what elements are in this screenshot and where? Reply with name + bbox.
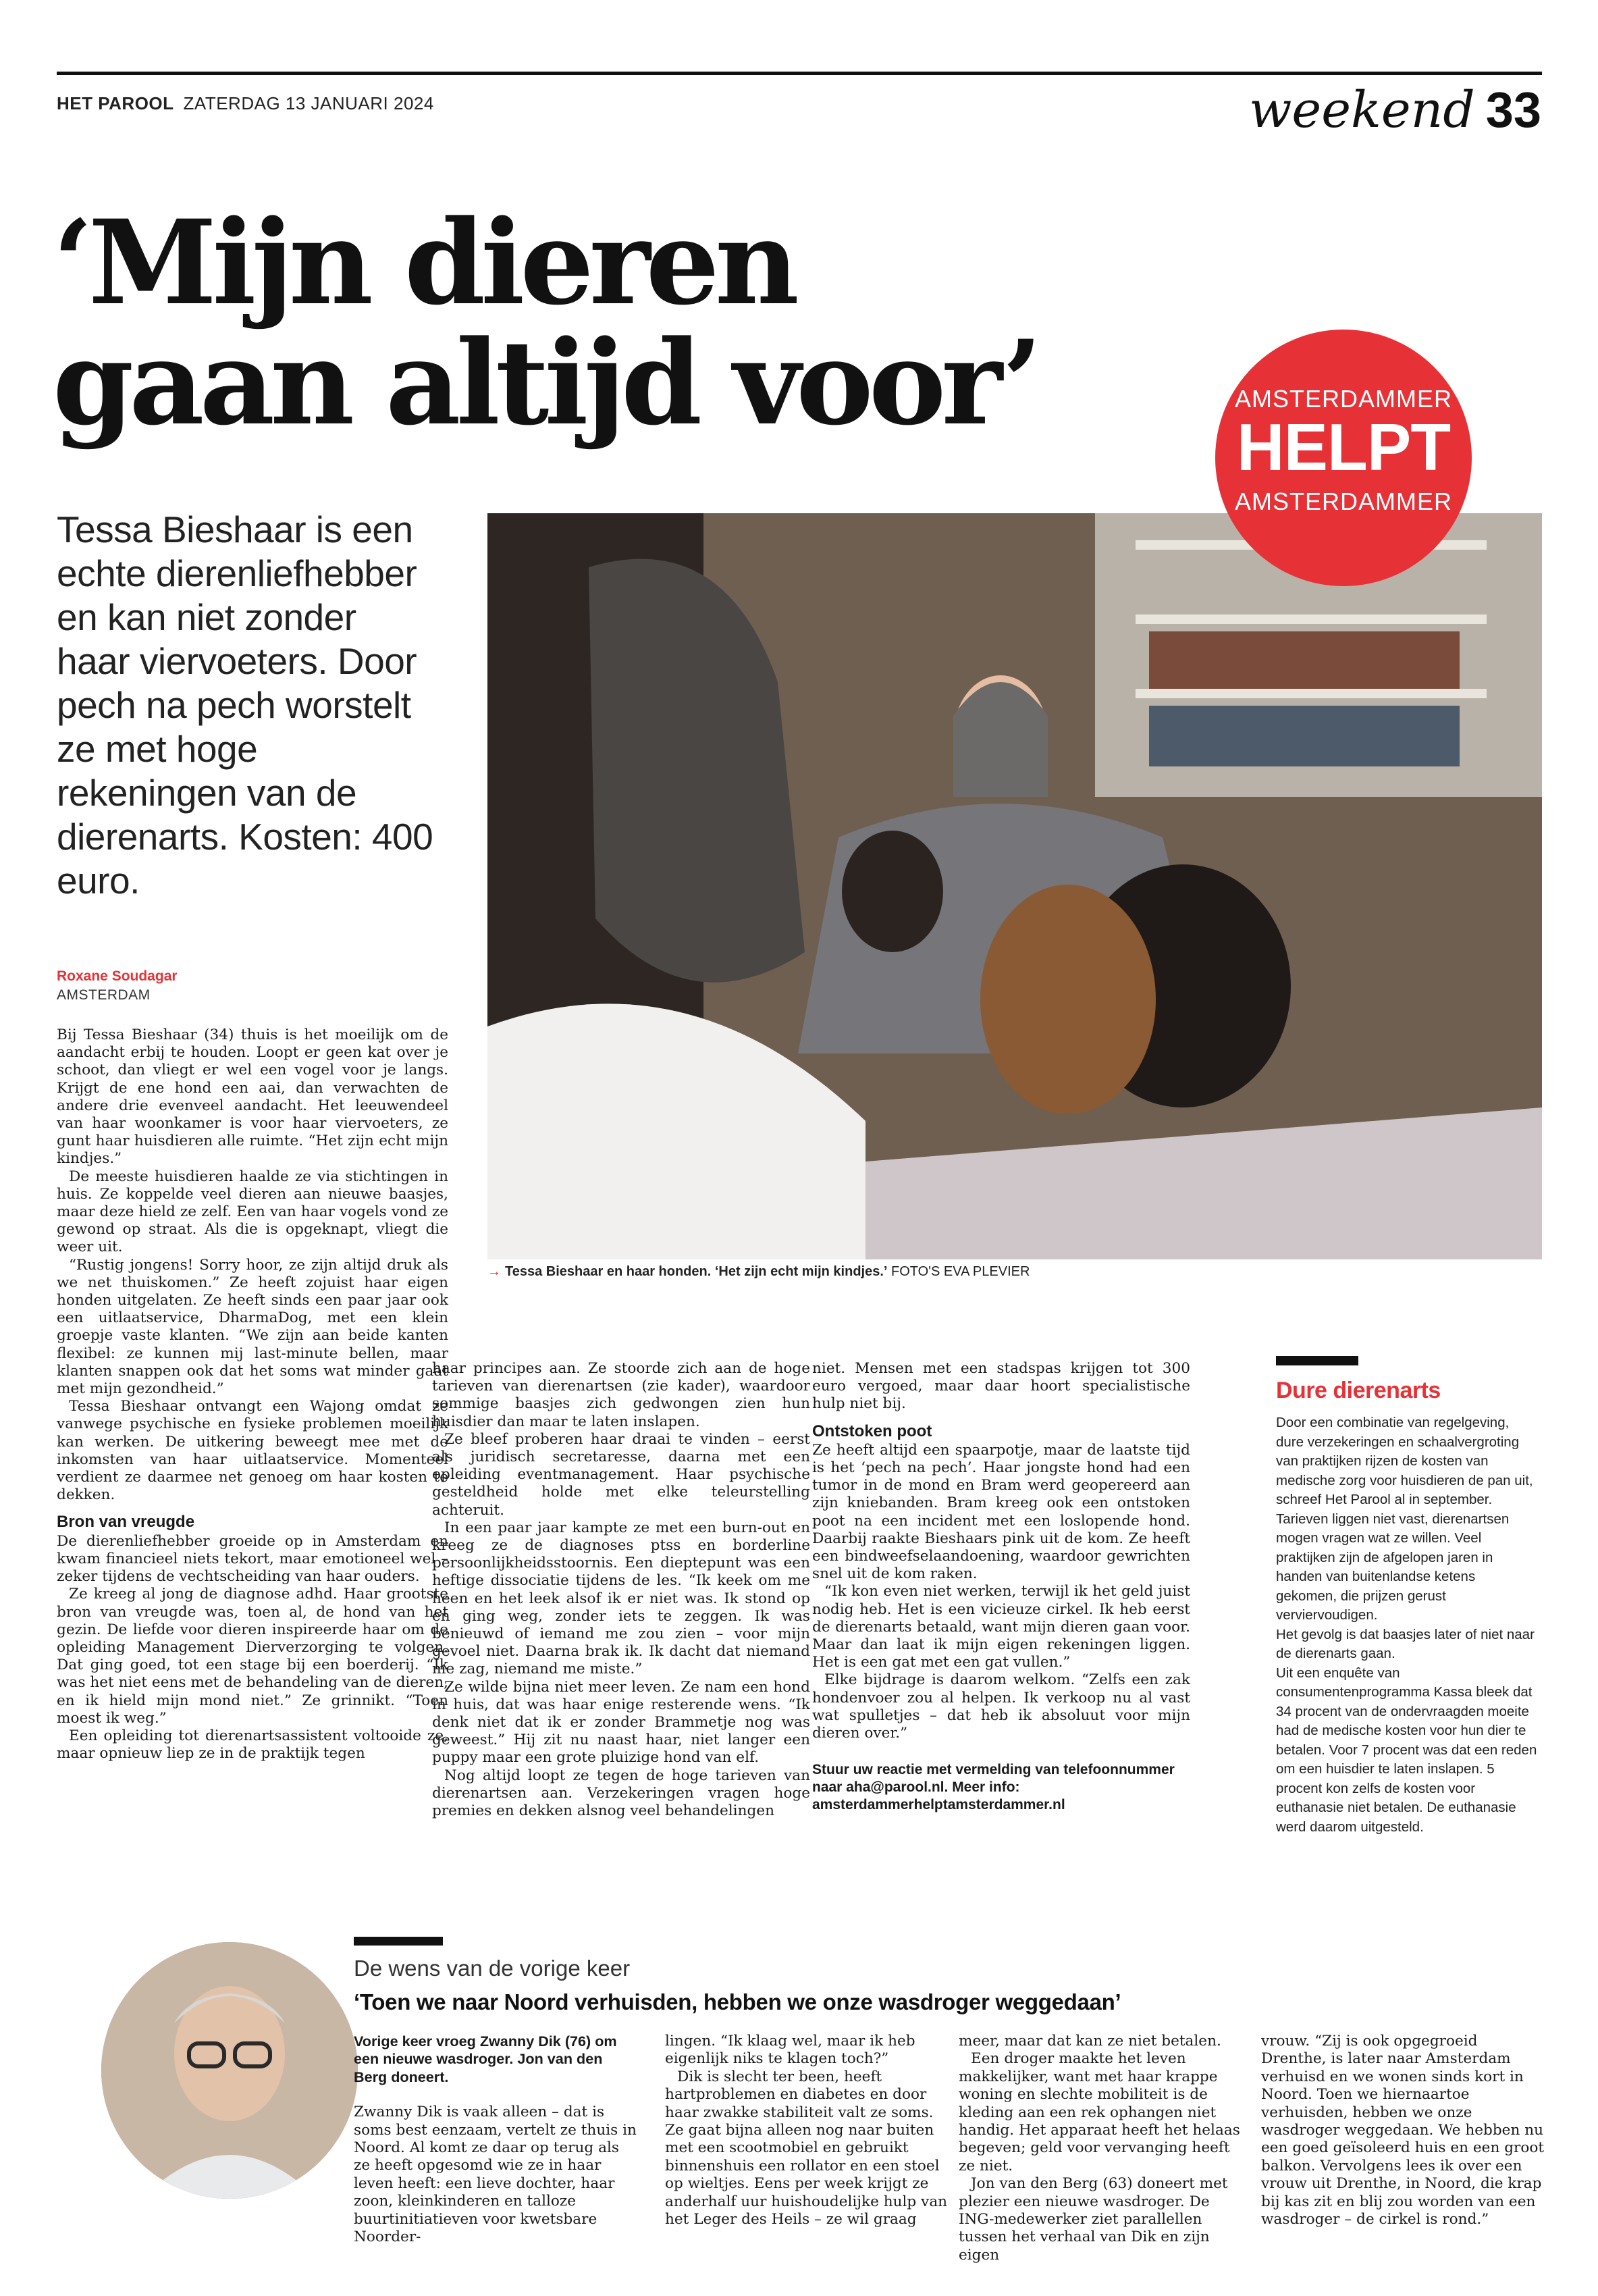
paragraph: Zwanny Dik is vaak alleen – dat is soms best eenzaam, vertelt ze thuis in Noord. Al komt ze daar op terug als ze heeft opgesomd wie ze in haar leven heeft: een lieve dochter, haar zoon, kleinkinderen en talloze buurtinitiatieven voor kwetsbare Noorder- [354,2104,637,2246]
sidebar-paragraph: Het gevolg is dat baasjes later of niet naar de dierenarts gaan. [1276,1626,1535,1661]
badge-line-2: HELPT [1236,410,1451,484]
bottom-column-2 [665,2033,949,2228]
contact-call-to-action: Stuur uw reactie met vermelding van telefoonnummer naar aha@parool.nl. Meer info: amsterdammerhelptamsterdammer.nl [812,1762,1175,1813]
paragraph: Tessa Bieshaar ontvangt een Wajong omdat ze vanwege psychische en fysieke problemen moeilijk kan werken. De uitkering beweegt mee met de inkomsten van haar uitlaatservice. Momenteel verdient ze daarmee net genoeg om haar kosten te dekken. [57,1398,448,1504]
portrait-illustration [101,1942,358,2199]
paragraph: lingen. “Ik klaag wel, maar ik heb eigenlijk niks te klagen toch?” [665,2033,915,2068]
paragraph: Een droger maakte het leven makkelijker, want met haar krappe woning en slechte mobiliteit is de kleding aan een rek ophangen niet handig. Het apparaat heeft het helaas begeven; geld voor vervanging heeft ze niet. [959,2050,1240,2174]
amsterdammer-helpt-badge [1215,330,1472,586]
paragraph: “Rustig jongens! Sorry hoor, ze zijn altijd druk als we net thuiskomen.” Ze heeft zojuist haar eigen honden uitgelaten. Ze heeft sinds een paar jaar ook een uitlaatservice, DharmaDog, met een klein groepje vaste klanten. “We zijn aan beide kanten flexibel: ze kunnen mij last-minute bellen, maar klanten snappen ook dat het soms wat minder gaat met mijn gezondheid.” [57,1256,448,1398]
headline-line-1: ‘Mijn dieren [53,194,795,331]
paragraph: Jon van den Berg (63) doneert met plezier een nieuwe wasdroger. De ING-medewerker ziet parallellen tussen het verhaal van Dik en zijn eigen [959,2175,1228,2264]
badge-line-1: AMSTERDAMMER [1234,385,1452,413]
bottom-column-3 [959,2033,1242,2264]
section-label [1249,81,1541,139]
paragraph: Een opleiding tot dierenartsassistent voltooide ze, maar opnieuw liep ze in de praktijk tegen [57,1727,448,1763]
paragraph: Ze bleef proberen haar draai te vinden – eerst als juridisch secretaresse, daarna met een opleiding eventmanagement. Haar psychische gesteldheid holde met elke teleurstelling achteruit. [432,1430,810,1519]
badge-line-3: AMSTERDAMMER [1234,488,1452,515]
portrait-photo [101,1942,358,2199]
section-name: weekend [1249,81,1475,139]
sidebar-rule [1276,1356,1358,1365]
top-rule [57,72,1542,75]
paragraph: Elke bijdrage is daarom welkom. “Zelfs een zak hondenvoer zou al helpen. Ik verkoop nu al vast wat spulletjes – dat heb ik absoluut voor mijn dieren over.” [812,1671,1190,1742]
caption-text: Tessa Bieshaar en haar honden. ‘Het zijn echt mijn kindjes.’ [505,1264,888,1279]
photo-illustration [487,513,1542,1259]
photo-caption [487,1264,1542,1280]
article-headline [53,194,1234,451]
photo-credit: FOTO'S EVA PLEVIER [891,1264,1030,1279]
paragraph: Ze kreeg al jong de diagnose adhd. Haar grootste bron van vreugde was, toen al, de hond van het gezin. De liefde voor dieren inspireerde haar om de opleiding Management Dierverzorging te volgen. Dat ging goed, tot een stage bij een boerderij. “Ik was het niet eens met de behandeling van de dieren, en ik hield mijn mond niet.” Ze grinnikt. “Toen moest ik weg.” [57,1586,448,1727]
article-column-2 [432,1360,810,1820]
paragraph: meer, maar dat kan ze niet betalen. [959,2033,1221,2050]
sidebar-text [1276,1413,1539,1837]
article-column-3 [812,1360,1190,1814]
sidebar-title: Dure dierenarts [1276,1378,1441,1403]
subhead: Ontstoken poot [812,1421,932,1440]
paragraph: Bij Tessa Bieshaar (34) thuis is het moeilijk om de aandacht erbij te houden. Loopt er geen kat over je schoot, dan vliegt er wel een vogel voor je langs. Krijgt de ene hond een aai, dan verwachten de andere drie evenveel aandacht. Het leeuwendeel van haar woonkamer is voor haar viervoeters, ze gunt haar huisdieren alle ruimte. “Het zijn echt mijn kindjes.” [57,1026,448,1168]
subhead: Bron van vreugde [57,1513,195,1532]
arrow-right-icon: → [487,1264,501,1279]
page-number: 33 [1485,82,1541,138]
paragraph: Dik is slecht ter been, heeft hartproblemen en diabetes en door haar zwakke stabiliteit valt ze soms. Ze gaat bijna alleen nog naar buiten met een scootmobiel en gebruikt binnenshuis een rollator en een stoel op wieltjes. Eens per week krijgt ze anderhalf uur huishoudelijke hulp van het Leger des Heils – ze wil graag [665,2068,948,2228]
paragraph: De meeste huisdieren haalde ze via stichtingen in huis. Ze koppelde veel dieren aan nieuwe baasjes, maar deze hield ze zelf. Een van haar vogels vond ze gewond op straat. Als die is opgeknapt, vliegt die weer uit. [57,1168,448,1256]
paragraph: De dierenliefhebber groeide op in Amsterdam en kwam financieel niets tekort, maar emotioneel wel – zeker tijdens de vechtscheiding van haar ouders. [57,1532,448,1586]
dateline: AMSTERDAM [57,987,151,1003]
paragraph: In een paar jaar kampte ze met een burn-out en kreeg ze de diagnoses ptss en borderline persoonlijkheidsstoornis. Een dieptepunt was een heftige dissociatie tijdens de les. “Ik keek om me heen en het leek alsof ik er niet was. Ik stond op en ging weg, zonder iets te zeggen. Ik was benieuwd of iemand me zou zien – voor mijn gevoel niet. Daarna brak ik. Ik dacht dat niemand me zag, niemand me miste.” [432,1519,810,1678]
bottom-lead: Vorige keer vroeg Zwanny Dik (76) om een nieuwe wasdroger. Jon van den Berg doneert. [354,2033,617,2085]
paragraph: vrouw. “Zij is ook opgegroeid Drenthe, is later naar Amsterdam verhuisd en we wonen sinds kort in Noord. Toen we hiernaartoe verhuisden, hebben we onze wasdroger weggedaan. We hebben nu een goed geïsoleerd huis en een groot balkon. Vervolgens lees ik over een vrouw uit Drenthe, in Noord, die krap bij kas zit en blij zou worden van een wasdroger – de cirkel is rond.” [1261,2033,1545,2228]
sidebar-paragraph: Uit een enquête van consumentenprogramma Kassa bleek dat 34 procent van de ondervraagden moeite had de medische kosten voor hun dier te betalen. Voor 7 procent was dat een reden om een huisdier te laten inslapen. 5 procent kon zelfs de kosten voor euthanasie niet betalen. De euthanasie werd daarom uitgesteld. [1276,1665,1537,1835]
author-byline: Roxane Soudagar [57,968,178,984]
main-photo [487,513,1542,1259]
paragraph: Nog altijd loopt ze tegen de hoge tarieven van dierenartsen aan. Verzekeringen vragen hoge premies en dekken alsnog veel behandelingen [432,1767,810,1820]
bottom-column-1 [354,2033,637,2246]
article-intro: Tessa Bieshaar is een echte dierenliefhebber en kan niet zonder haar viervoeters. Door pech na pech worstelt ze met hoge rekeningen van de dierenarts. Kosten: 400 euro. [57,508,433,902]
paragraph: Ze heeft altijd een spaarpotje, maar de laatste tijd is het ‘pech na pech’. Haar jongste hond had een tumor in de mond en Bram werd geopereerd aan zijn kniebanden. Bram kreeg ook een ontstoken poot na een incident met een loslopende hond. Daarbij raakte Bieshaars pink uit de kom. Ze heeft een bindweefselaandoening, waardoor gewrichten snel uit de kom raken. [812,1441,1190,1583]
headline-line-2: gaan altijd voor’ [53,314,1038,451]
series-label: De wens van de vorige keer [354,1956,631,1981]
sidebar-box [1276,1356,1539,1837]
masthead [57,93,434,114]
bottom-rule [354,1937,443,1946]
paragraph: haar principes aan. Ze stoorde zich aan de hoge tarieven van dierenartsen (zie kader), waardoor sommige baasjes zich gedwongen zien hun huisdier dan maar te laten inslapen. [432,1360,810,1430]
bottom-headline: ‘Toen we naar Noord verhuisden, hebben we onze wasdroger weggedaan’ [354,1989,1121,2014]
paragraph: Ze wilde bijna niet meer leven. Ze nam een hond in huis, dat was haar enige resterende wens. “Ik denk niet dat ik er zonder Brammetje nog was geweest.” Hij zit nu naast haar, niet langer een puppy maar een grote pluizige hond van elf. [432,1678,810,1767]
paragraph: niet. Mensen met een stadspas krijgen tot 300 euro vergoed, maar daar hoort specialistische hulp niet bij. [812,1360,1190,1413]
article-column-1 [57,1026,448,1763]
issue-date: ZATERDAG 13 JANUARI 2024 [183,93,434,113]
bottom-column-4 [1261,2033,1545,2228]
paragraph: “Ik kon even niet werken, terwijl ik het geld juist nodig heb. Het is een vicieuze cirkel. Ik heb eerst de dierenarts betaald, want mijn dieren gaan voor. Maar dan laat ik mijn eigen rekeningen liggen. Het is een gat met een gat vullen.” [812,1583,1190,1671]
paper-name: HET PAROOL [57,93,174,113]
sidebar-paragraph: Door een combinatie van regelgeving, dure verzekeringen en schaalvergroting van praktijken rijzen de kosten van medische zorg voor huisdieren de pan uit, schreef Het Parool al in september. Tarieven liggen niet vast, dierenartsen mogen vragen wat ze willen. Veel praktijken zijn de afgelopen jaren in handen van buitenlandse ketens gekomen, die prijzen gerust verviervoudigen. [1276,1415,1533,1623]
